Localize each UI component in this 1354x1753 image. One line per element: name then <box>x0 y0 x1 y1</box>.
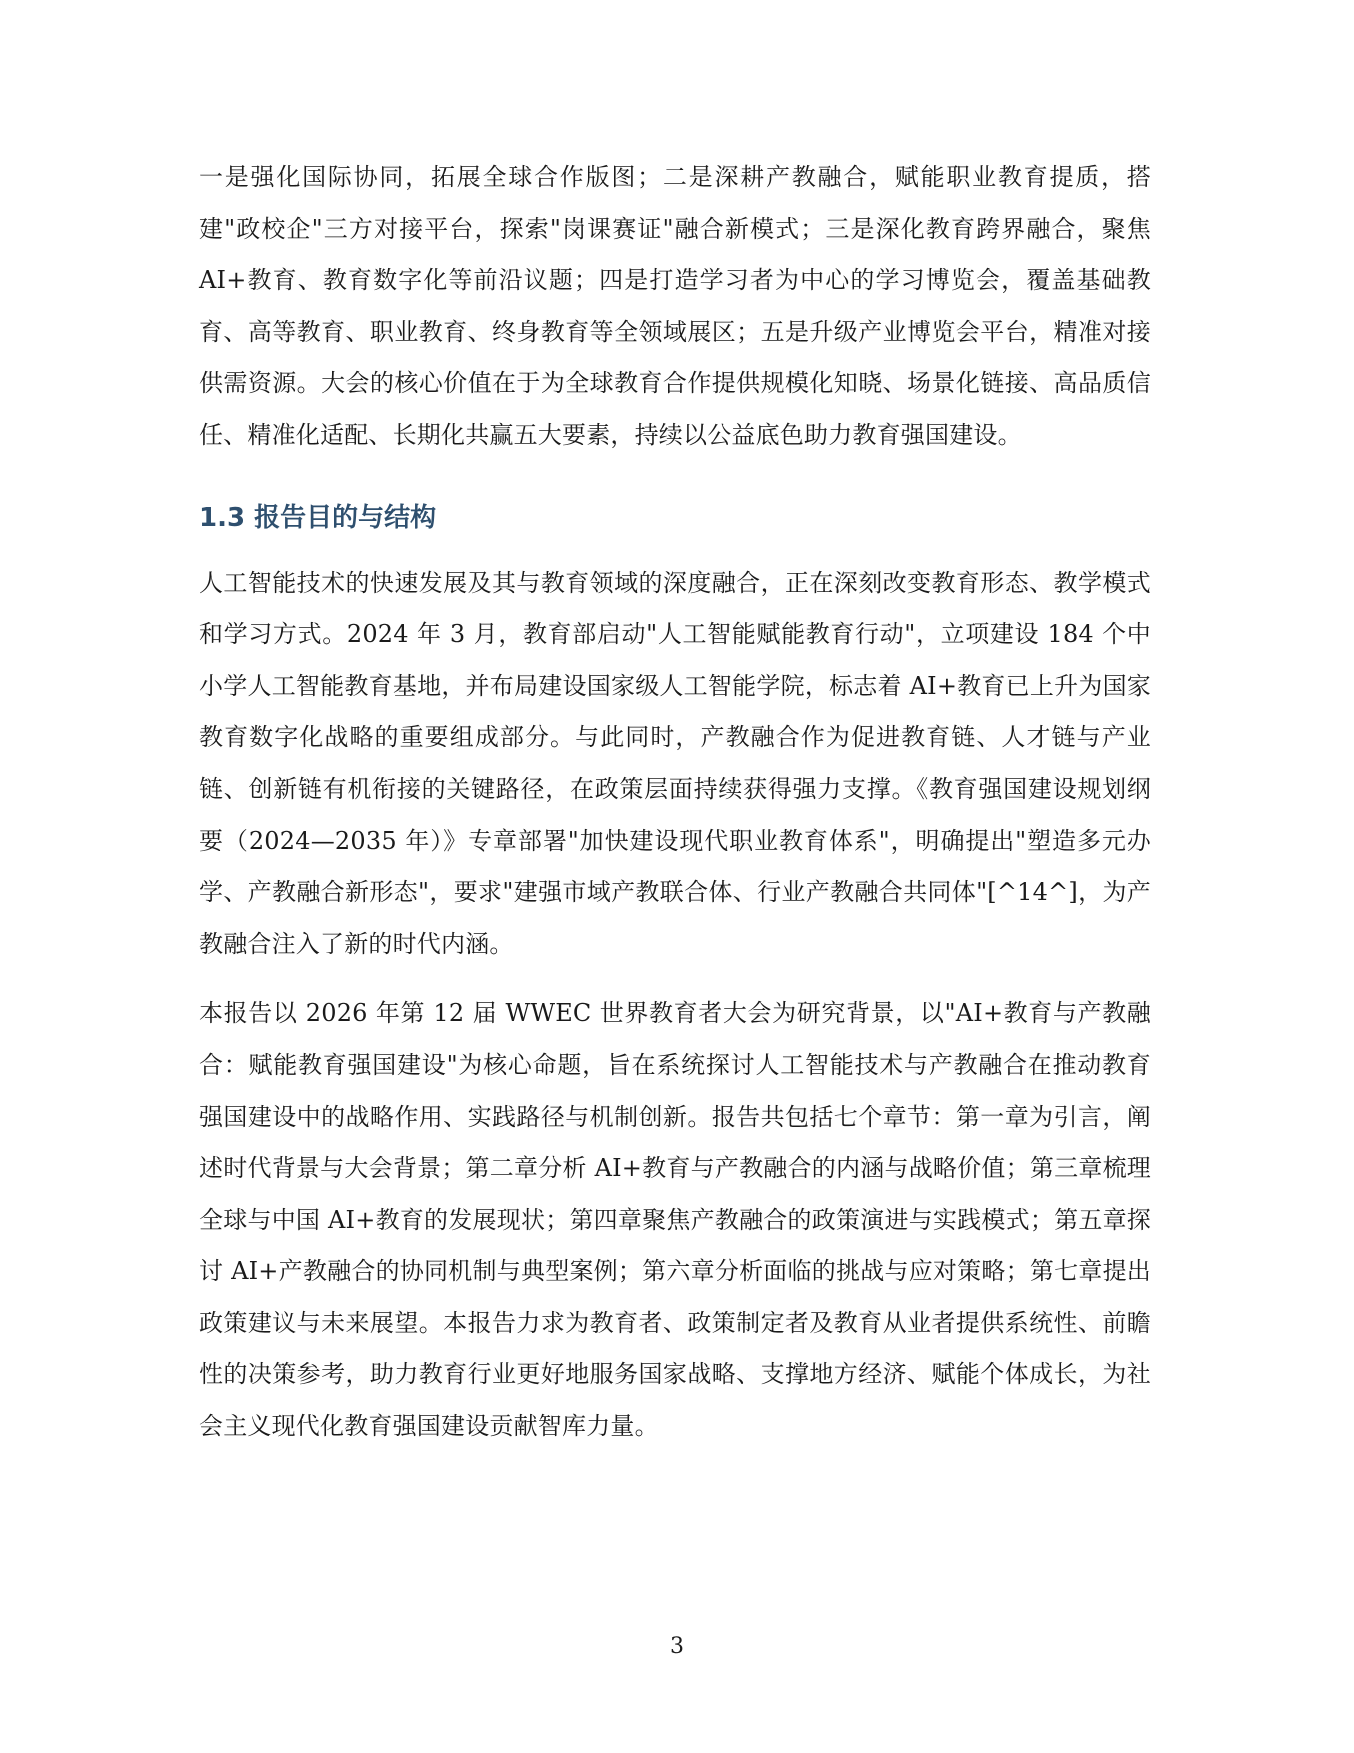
page-body <box>199 152 1151 1471</box>
report-purpose-paragraph: 人工智能技术的快速发展及其与教育领域的深度融合，正在深刻改变教育形态、教学模式和学习方式。2024 年 3 月，教育部启动"人工智能赋能教育行动"，立项建设 184 个中小学人工智能教育基地，并布局建设国家级人工智能学院，标志着 AI+教育已上升为国家教育数字化战略的重要组成部分。与此同时，产教融合作为促进教育链、人才链与产业链、创新链有机衔接的关键路径，在政策层面持续获得强力支撑。《教育强国建设规划纲要（2024—2035 年）》专章部署"加快建设现代职业教育体系"，明确提出"塑造多元办学、产教融合新形态"，要求"建强市域产教联合体、行业产教融合共同体"[^14^]，为产教融合注入了新的时代内涵。 <box>199 568 1151 958</box>
page-number: 3 <box>670 1634 684 1659</box>
intro-paragraph: 一是强化国际协同，拓展全球合作版图；二是深耕产教融合，赋能职业教育提质，搭建"政校企"三方对接平台，探索"岗课赛证"融合新模式；三是深化教育跨界融合，聚焦 AI+教育、教育数字化等前沿议题；四是打造学习者为中心的学习博览会，覆盖基础教育、高等教育、职业教育、终身教育等全领域展区；五是升级产业博览会平台，精准对接供需资源。大会的核心价值在于为全球教育合作提供规模化知晓、场景化链接、高品质信任、精准化适配、长期化共赢五大要素，持续以公益底色助力教育强国建设。 <box>199 163 1151 449</box>
section-heading: 1.3 报告目的与结构 <box>199 502 437 533</box>
report-structure-paragraph: 本报告以 2026 年第 12 届 WWEC 世界教育者大会为研究背景，以"AI+教育与产教融合：赋能教育强国建设"为核心命题，旨在系统探讨人工智能技术与产教融合在推动教育强国建设中的战略作用、实践路径与机制创新。报告共包括七个章节：第一章为引言，阐述时代背景与大会背景；第二章分析 AI+教育与产教融合的内涵与战略价值；第三章梳理全球与中国 AI+教育的发展现状；第四章聚焦产教融合的政策演进与实践模式；第五章探讨 AI+产教融合的协同机制与典型案例；第六章分析面临的挑战与应对策略；第七章提出政策建议与未来展望。本报告力求为教育者、政策制定者及教育从业者提供系统性、前瞻性的决策参考，助力教育行业更好地服务国家战略、支撑地方经济、赋能个体成长，为社会主义现代化教育强国建设贡献智库力量。 <box>199 999 1151 1441</box>
